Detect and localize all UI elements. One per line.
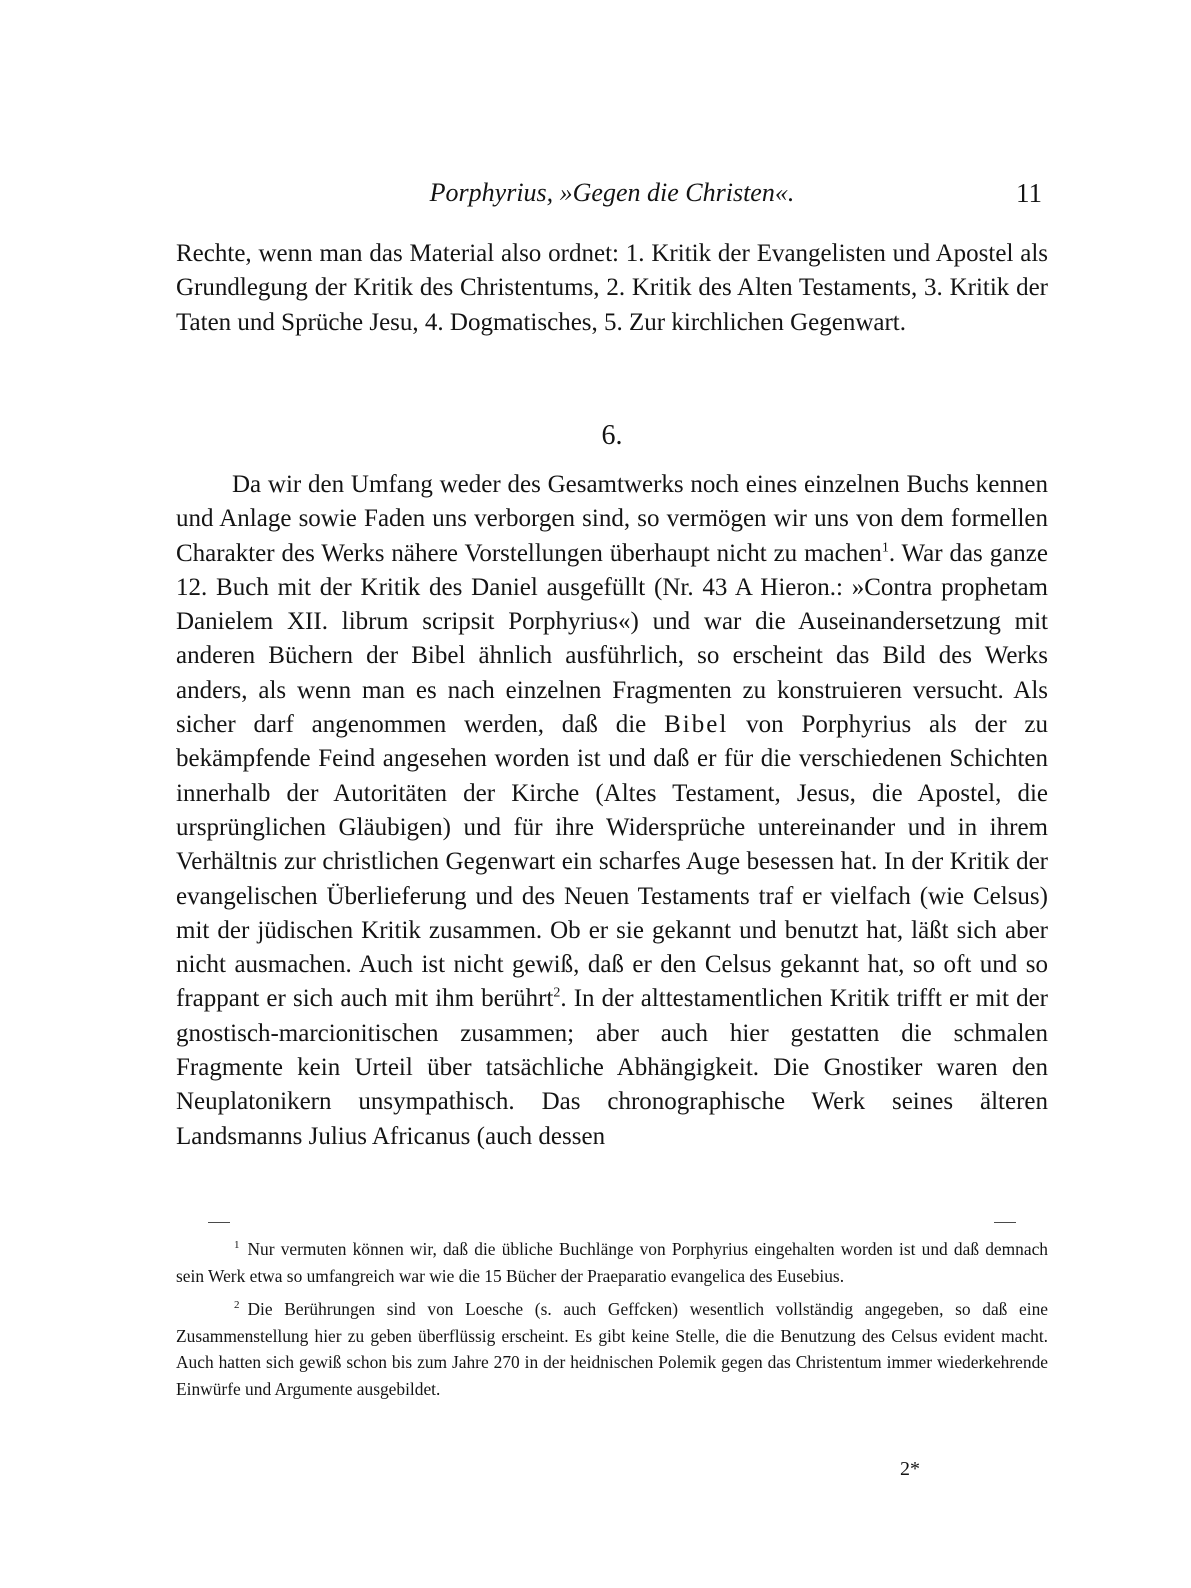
- paragraph-segment: von Porphyrius als der zu bekämpfende Feind angesehen worden ist und daß er für die verschiedenen Schichten innerhalb der Autoritäten der Kirche (Altes Testament, Jesus, die Apostel, die ursprünglichen Gläubigen) und für ihre Widersprüche untereinander und in ihrem Verhältnis zur christlichen Gegenwart ein scharfes Auge besessen hat. In der Kritik der evangelischen Überlieferung und des Neuen Testaments traf er vielfach (wie Celsus) mit der jüdischen Kritik zusammen. Ob er sie gekannt und benutzt hat, läßt sich aber nicht ausmachen. Auch ist nicht gewiß, daß er den Celsus gekannt hat, so oft und so frappant er sich auch mit ihm berührt: [176, 711, 1048, 1013]
- footnote-text: Nur vermuten können wir, daß die übliche Buchlänge von Porphyrius eingehalten worden ist und daß demnach sein Werk etwa so umfangreich war wie die 15 Bücher der Praeparatio evangelica des Eusebius.: [176, 1239, 1048, 1286]
- emphasis-bibel: Bibel: [664, 711, 729, 739]
- separator-dash-left: [208, 1222, 230, 1223]
- footnote-text: Die Berührungen sind von Loesche (s. auch Geffcken) wesentlich vollständig angegeben, so daß eine Zusammenstellung hier zu geben überflüssig erscheint. Es gibt keine Stelle, die die Benutzung des Celsus evident macht. Auch hatten sich gewiß schon bis zum Jahre 270 in der heidnischen Polemik gegen das Christentum immer wiederkehrende Einwürfe und Argumente ausgebildet.: [176, 1299, 1048, 1399]
- footnote-2: [176, 1296, 1048, 1402]
- paragraph-segment: . War das ganze 12. Buch mit der Kritik des Daniel ausgefüllt (Nr. 43 A Hieron.: »Contra prophetam Danielem XII. librum scripsit Porphyrius«) und war die Auseinandersetzung mit anderen Büchern der Bibel ähnlich ausführlich, so erscheint das Bild des Werks anders, als wenn man es nach einzelnen Fragmenten zu konstruieren versucht. Als sicher darf angenommen werden, daß die: [176, 539, 1048, 739]
- footnote-marker: 1: [234, 1239, 240, 1252]
- footnote-reference: 1: [881, 540, 889, 556]
- footnote-1: [176, 1236, 1048, 1289]
- signature-mark: 2*: [900, 1458, 920, 1480]
- running-title: Porphyrius, »Gegen die Christen«.: [429, 178, 795, 207]
- intro-paragraph: Rechte, wenn man das Material also ordnet: 1. Kritik der Evangelisten und Apostel als Grundlegung der Kritik des Christentums, 2. Kritik des Alten Testaments, 3. Kritik der Taten und Sprüche Jesu, 4. Dogmatisches, 5. Zur kirchlichen Gegenwart.: [176, 240, 1048, 336]
- footnote-reference: 2: [553, 986, 561, 1002]
- separator-dash-right: [994, 1222, 1016, 1223]
- page-number: 11: [1016, 178, 1042, 208]
- footnotes: [176, 1236, 1048, 1409]
- running-head: [176, 176, 1048, 210]
- paragraph-segment: Da wir den Umfang weder des Gesamtwerks noch eines einzelnen Buchs kennen und Anlage sowie Faden uns verborgen sind, so vermögen wir uns von dem formellen Charakter des Werks nähere Vorstellungen überhaupt nicht zu machen: [176, 471, 1048, 567]
- section-paragraph: [176, 468, 1048, 1154]
- paragraph-segment: . In der alttestamentlichen Kritik trifft er mit der gnostisch-marcionitischen zusammen; aber auch hier gestatten die schmalen Fragmente kein Urteil über tatsächliche Abhängigkeit. Die Gnostiker waren den Neuplatonikern unsympathisch. Das chronographische Werk seines älteren Landsmanns Julius Africanus (auch dessen: [176, 985, 1048, 1150]
- section-number: 6.: [601, 420, 623, 451]
- footnote-marker: 2: [234, 1299, 240, 1312]
- footnote-separator: [176, 1222, 1048, 1226]
